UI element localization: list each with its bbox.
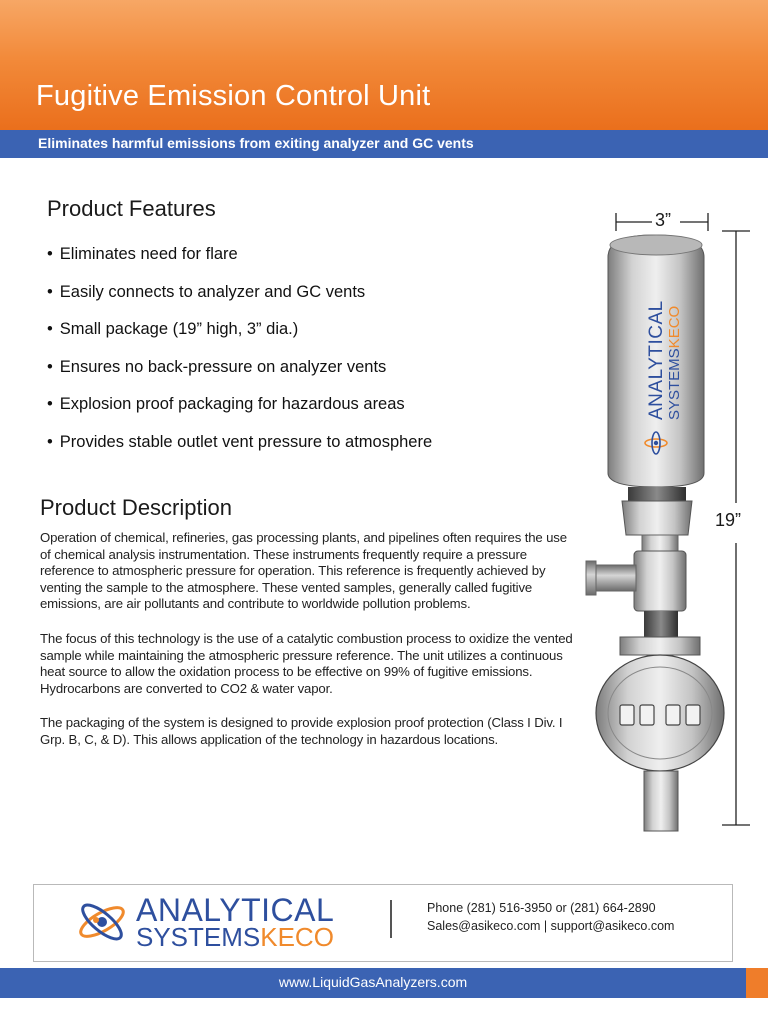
contact-info <box>427 899 674 935</box>
page-subtitle: Eliminates harmful emissions from exiting analyzer and GC vents <box>38 135 474 151</box>
width-label: 3” <box>655 210 672 230</box>
corner-accent <box>746 968 768 998</box>
feature-item: • Easily connects to analyzer and GC vents <box>47 281 432 319</box>
feature-item: • Eliminates need for flare <box>47 243 432 281</box>
features-heading: Product Features <box>47 196 216 221</box>
page-title: Fugitive Emission Control Unit <box>36 80 431 112</box>
phone-text: Phone (281) 516-3950 or (281) 664-2890 <box>427 901 656 915</box>
features-list <box>47 243 432 468</box>
svg-text:ANALYTICAL: ANALYTICAL <box>136 892 335 928</box>
svg-text:SYSTEMSKECO: SYSTEMSKECO <box>136 922 334 952</box>
subtitle-bar <box>0 130 768 158</box>
product-logo-text: ANALYTICAL <box>646 300 667 420</box>
website-bar <box>0 968 746 998</box>
atom-logo-icon <box>77 900 128 945</box>
header-banner <box>0 0 768 130</box>
feature-item: • Small package (19” high, 3” dia.) <box>47 318 432 356</box>
footer-divider <box>390 900 392 938</box>
height-label: 19” <box>715 510 742 530</box>
description-body <box>40 530 580 767</box>
email-text[interactable]: Sales@asikeco.com | support@asikeco.com <box>427 919 675 933</box>
description-paragraph: The packaging of the system is designed to provide explosion proof protection (Class I Div. I Grp. B, C, & D). This allows application of the technology in hazardous locations. <box>40 715 563 747</box>
description-paragraph: Operation of chemical, refineries, gas processing plants, and pipelines often requires the use of chemical analysis instrumentation. These instruments frequently require a pressure reference to atmospheric pressure for operation. This reference is frequently achieved by venting the sample to the atmosphere. These vented samples, generally called fugitive emissions, are air pollutants and contribute to worldwide pollution problems. <box>40 530 567 612</box>
description-heading: Product Description <box>40 495 232 520</box>
feature-item: • Provides stable outlet vent pressure to atmosphere <box>47 431 432 469</box>
website-link[interactable]: www.LiquidGasAnalyzers.com <box>278 974 468 990</box>
description-paragraph: The focus of this technology is the use of a catalytic combustion process to oxidize the vented sample while maintaining the atmospheric pressure reference. The unit utilizes a continuous heat source to allow the oxidation process to be effective on 99% of fugitive emissions. Hydrocarbons are converted to CO2 & water vapor. <box>40 630 573 696</box>
company-logo <box>76 890 366 954</box>
product-logo-subtext: SYSTEMSKECO <box>666 305 683 420</box>
feature-item: • Explosion proof packaging for hazardous areas <box>47 393 432 431</box>
feature-item: • Ensures no back-pressure on analyzer vents <box>47 356 432 394</box>
